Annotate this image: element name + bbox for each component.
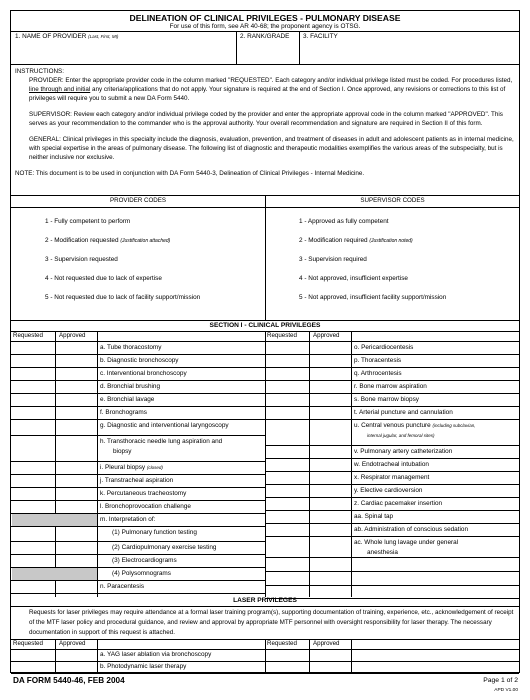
- privilege-text: ab. Administration of conscious sedation: [354, 526, 469, 533]
- supervisor-instructions: SUPERVISOR: Review each category and/or individual privilege coded by the provider and enter the appropriate approval code in the column marked "APPROVED". This serves as your recommendation to the commander who is the approval authority. Your overall recommendation and signature are required in Section II of this form.: [29, 111, 503, 127]
- privilege-text: w. Endotracheal intubation: [354, 461, 429, 468]
- left-privilege-14: [112, 544, 216, 552]
- left-requested-cell-0[interactable]: [13, 342, 53, 353]
- left-privilege-15: [112, 557, 177, 565]
- privilege-text: (1) Pulmonary function testing: [112, 529, 197, 536]
- provider-codes-header: PROVIDER CODES: [109, 197, 167, 204]
- divider: [265, 195, 266, 320]
- left-approved-cell-0[interactable]: [55, 342, 95, 353]
- left-privilege-11: [100, 503, 191, 511]
- requested-column-header: Requested: [13, 332, 43, 339]
- left-requested-cell-6[interactable]: [13, 420, 53, 434]
- right-requested-cell-10[interactable]: [267, 485, 307, 496]
- laser-requested-header: Requested: [13, 640, 43, 647]
- provider-code-text: 3 - Supervision requested: [45, 256, 118, 263]
- privilege-text: u. Central venous puncture: [354, 422, 433, 429]
- supervisor-code-text: 3 - Supervision required: [299, 256, 367, 263]
- left-approved-cell-4[interactable]: [55, 394, 95, 405]
- provider-code-3: [45, 256, 118, 264]
- divider: [11, 320, 519, 321]
- left-approved-cell-9[interactable]: [55, 475, 95, 486]
- left-approved-cell-3[interactable]: [55, 381, 95, 392]
- laser-approved-header: Approved: [313, 640, 340, 647]
- right-requested-cell-3[interactable]: [267, 381, 307, 392]
- left-requested-cell-12[interactable]: [13, 514, 53, 525]
- provider-name-field[interactable]: [15, 33, 118, 41]
- privilege-text: c. Interventional bronchoscopy: [100, 370, 187, 377]
- left-approved-cell-8[interactable]: [55, 462, 95, 473]
- right-requested-cell-13[interactable]: [267, 524, 307, 535]
- requested-column-header: Requested: [267, 332, 297, 339]
- left-requested-cell-5[interactable]: [13, 407, 53, 418]
- approved-column-header: Approved: [59, 332, 86, 339]
- left-requested-cell-7[interactable]: [13, 436, 53, 460]
- form-version: APD V1.00: [494, 688, 518, 693]
- right-privilege-4: [354, 396, 419, 404]
- left-privilege-5: [100, 409, 147, 417]
- supervisor-codes-header: SUPERVISOR CODES: [360, 197, 425, 204]
- approved-column-header: Approved: [313, 332, 340, 339]
- left-requested-cell-17[interactable]: [13, 581, 53, 592]
- left-approved-cell-6[interactable]: [55, 420, 95, 434]
- right-privilege-7: [354, 448, 452, 456]
- right-approved-cell-10[interactable]: [309, 485, 349, 496]
- right-requested-cell-0[interactable]: [267, 342, 307, 353]
- right-requested-cell-2[interactable]: [267, 368, 307, 379]
- provider-name-hint: (Last, First, MI): [88, 34, 119, 39]
- provider-code-1: [45, 218, 130, 226]
- provider-name-label: 1. NAME OF PROVIDER: [15, 33, 87, 40]
- privilege-text: (3) Electrocardiograms: [112, 557, 177, 564]
- laser-requested-cell-1[interactable]: [13, 662, 53, 672]
- left-approved-cell-13[interactable]: [55, 527, 95, 540]
- provider-code-4: [45, 275, 162, 283]
- form-title: DELINEATION OF CLINICAL PRIVILEGES - PULMONARY DISEASE: [129, 13, 401, 23]
- left-requested-cell-4[interactable]: [13, 394, 53, 405]
- right-approved-cell-7[interactable]: [309, 446, 349, 457]
- right-requested-cell-15[interactable]: [267, 558, 307, 570]
- rank-field[interactable]: 2. RANK/GRADE: [240, 33, 290, 40]
- page-number: Page 1 of 2: [483, 677, 518, 684]
- right-requested-cell-6[interactable]: [267, 420, 307, 444]
- left-privilege-4: [100, 396, 154, 404]
- left-requested-cell-16[interactable]: [13, 568, 53, 579]
- left-approved-cell-12[interactable]: [55, 514, 95, 525]
- instructions-heading: INSTRUCTIONS:: [15, 68, 64, 75]
- privilege-text: ac. Whole lung lavage under general: [354, 539, 459, 546]
- right-requested-cell-4[interactable]: [267, 394, 307, 405]
- left-approved-cell-16[interactable]: [55, 568, 95, 579]
- right-approved-cell-14[interactable]: [309, 537, 349, 556]
- right-privilege-10: [354, 487, 422, 495]
- privilege-text: aa. Spinal tap: [354, 513, 394, 520]
- privilege-text: n. Paracentesis: [100, 583, 145, 590]
- privilege-text: s. Bone marrow biopsy: [354, 396, 419, 403]
- divider: [236, 31, 237, 64]
- right-approved-cell-5[interactable]: [309, 407, 349, 418]
- laser-title: LASER PRIVILEGES: [233, 597, 297, 604]
- left-requested-cell-2[interactable]: [13, 368, 53, 379]
- privilege-text: z. Cardiac pacemaker insertion: [354, 500, 443, 507]
- right-privilege-13: [354, 526, 468, 534]
- divider: [11, 606, 519, 607]
- laser-approved-cell-0[interactable]: [57, 650, 95, 660]
- right-privilege-2: [354, 370, 402, 378]
- note-text: NOTE: This document is to be used in conjunction with DA Form 5440-3, Delineation of Clinical Privileges - Internal Medicine.: [15, 170, 365, 177]
- left-privilege-8: [100, 464, 163, 472]
- privilege-text: p. Thoracentesis: [354, 357, 402, 364]
- left-approved-cell-15[interactable]: [55, 555, 95, 566]
- divider: [265, 639, 266, 672]
- right-privilege-3: [354, 383, 427, 391]
- left-approved-cell-10[interactable]: [55, 488, 95, 499]
- provider-instructions-text: PROVIDER: Enter the appropriate provider code in the column marked "REQUESTED". Each category and/or individual privilege listed must be coded. For procedures listed,: [29, 77, 513, 84]
- row-divider: [11, 593, 265, 594]
- instructions: [15, 67, 515, 178]
- left-requested-cell-3[interactable]: [13, 381, 53, 392]
- divider: [11, 31, 519, 32]
- right-approved-cell-0[interactable]: [309, 342, 349, 353]
- left-requested-cell-10[interactable]: [13, 488, 53, 499]
- left-privilege-9: [100, 477, 173, 485]
- right-requested-cell-5[interactable]: [267, 407, 307, 418]
- supervisor-code-text: 2 - Modification required: [299, 237, 370, 244]
- right-privilege-14-cont: anesthesia: [367, 549, 398, 556]
- left-requested-cell-9[interactable]: [13, 475, 53, 486]
- divider: [11, 64, 519, 65]
- right-approved-cell-13[interactable]: [309, 524, 349, 535]
- right-privilege-0: [354, 344, 413, 352]
- divider: [97, 639, 98, 672]
- privilege-text: k. Percutaneous tracheostomy: [100, 490, 187, 497]
- right-privilege-14: [354, 539, 458, 547]
- right-requested-cell-12[interactable]: [267, 511, 307, 522]
- supervisor-code-1: [299, 218, 389, 226]
- provider-code-2: [45, 237, 170, 245]
- right-approved-cell-12[interactable]: [309, 511, 349, 522]
- form-subtitle: For use of this form, see AR 40-68; the proponent agency is OTSG.: [169, 23, 361, 30]
- privilege-text: m. Interpretation of:: [100, 516, 156, 523]
- laser-paragraph: [15, 608, 515, 638]
- left-approved-cell-11[interactable]: [55, 501, 95, 512]
- left-approved-cell-7[interactable]: [55, 436, 95, 460]
- divider: [55, 639, 56, 672]
- left-requested-cell-1[interactable]: [13, 355, 53, 366]
- left-privilege-0: [100, 344, 161, 352]
- form-page: [10, 10, 520, 673]
- provider-code-text: 5 - Not requested due to lack of facility support/mission: [45, 294, 201, 301]
- left-privilege-16: [112, 570, 171, 578]
- right-privilege-8: [354, 461, 429, 469]
- divider: [97, 331, 98, 597]
- left-approved-cell-17[interactable]: [55, 581, 95, 592]
- provider-code-text: 1 - Fully competent to perform: [45, 218, 131, 225]
- supervisor-code-3: [299, 256, 367, 264]
- left-approved-cell-5[interactable]: [55, 407, 95, 418]
- right-privilege-6: [354, 422, 476, 430]
- provider-instructions-text-end: any criteria/applications that do not apply. Your signature is required at the end of Section I. Once approved, any revisions or corrections to this list of privileges will require you to submit a new DA Form 5440.: [29, 86, 506, 102]
- form-header: [11, 11, 519, 31]
- supervisor-code-4: [299, 275, 408, 283]
- form-number: DA FORM 5440-46, FEB 2004: [13, 676, 125, 685]
- right-approved-cell-11[interactable]: [309, 498, 349, 509]
- supervisor-code-text: 5 - Not approved, insufficient facility support/mission: [299, 294, 447, 301]
- right-approved-cell-2[interactable]: [309, 368, 349, 379]
- right-approved-cell-15[interactable]: [309, 558, 349, 570]
- left-approved-cell-1[interactable]: [55, 355, 95, 366]
- left-privilege-13: [112, 529, 197, 537]
- privilege-note: (closed): [146, 465, 163, 470]
- general-instructions: GENERAL: Clinical privileges in this specialty include the diagnosis, evaluation, prevention, and treatment of diseases in adult and adolescent patients as in internal medicine, with special expertise in the areas of pulmonary disease. The following list of diagnostic and therapeutic modalities exemplifies the various areas of the subspecialty, but is neither inclusive nor exclusive.: [29, 136, 514, 161]
- supervisor-code-5: [299, 294, 446, 302]
- right-requested-cell-1[interactable]: [267, 355, 307, 366]
- provider-code-note: (Justification attached): [120, 238, 171, 244]
- left-privilege-2: [100, 370, 187, 378]
- privilege-text: y. Elective cardioversion: [354, 487, 423, 494]
- privilege-text: r. Bone marrow aspiration: [354, 383, 427, 390]
- privilege-text: b. Diagnostic bronchoscopy: [100, 357, 179, 364]
- right-privilege-1: [354, 357, 401, 365]
- left-privilege-10: [100, 490, 186, 498]
- privilege-text: t. Arterial puncture and cannulation: [354, 409, 453, 416]
- laser-privilege-0: a. YAG laser ablation via bronchoscopy: [100, 651, 212, 658]
- divider: [351, 639, 352, 672]
- privilege-text: (4) Polysomnograms: [112, 570, 171, 577]
- right-requested-cell-16[interactable]: [267, 572, 307, 584]
- privilege-text: h. Transthoracic needle lung aspiration and: [100, 438, 223, 445]
- laser-requested-header: Requested: [267, 640, 297, 647]
- right-requested-cell-14[interactable]: [267, 537, 307, 556]
- provider-code-text: 2 - Modification requested: [45, 237, 121, 244]
- section-1-title: SECTION I - CLINICAL PRIVILEGES: [209, 322, 321, 329]
- right-approved-cell-9[interactable]: [309, 472, 349, 483]
- row-divider: [11, 673, 519, 674]
- left-approved-cell-14[interactable]: [55, 542, 95, 553]
- right-privilege-5: [354, 409, 453, 417]
- left-privilege-7: [100, 438, 222, 446]
- supervisor-code-2: [299, 237, 413, 245]
- right-approved-cell-8[interactable]: [309, 459, 349, 470]
- privilege-text: x. Respirator management: [354, 474, 430, 481]
- left-privilege-1: [100, 357, 179, 365]
- privilege-text: q. Arthrocentesis: [354, 370, 402, 377]
- left-privilege-17: [100, 583, 144, 591]
- privilege-text: o. Pericardiocentesis: [354, 344, 414, 351]
- left-privilege-12: [100, 516, 155, 524]
- right-requested-cell-7[interactable]: [267, 446, 307, 457]
- left-privilege-7-cont: biopsy: [113, 448, 132, 455]
- facility-field[interactable]: 3. FACILITY: [303, 33, 338, 40]
- right-requested-cell-9[interactable]: [267, 472, 307, 483]
- right-approved-cell-6[interactable]: [309, 420, 349, 444]
- left-requested-cell-15[interactable]: [13, 555, 53, 566]
- laser-privilege-1: b. Photodynamic laser therapy: [100, 663, 187, 670]
- right-privilege-11: [354, 500, 442, 508]
- privilege-text: g. Diagnostic and interventional laryngoscopy: [100, 422, 229, 429]
- left-requested-cell-13[interactable]: [13, 527, 53, 540]
- privilege-text: d. Bronchial brushing: [100, 383, 161, 390]
- supervisor-code-text: 1 - Approved as fully competent: [299, 218, 389, 225]
- left-approved-cell-2[interactable]: [55, 368, 95, 379]
- right-approved-cell-17[interactable]: [309, 586, 349, 597]
- right-approved-cell-1[interactable]: [309, 355, 349, 366]
- privilege-text: (2) Cardiopulmonary exercise testing: [112, 544, 217, 551]
- provider-code-text: 4 - Not requested due to lack of expertise: [45, 275, 162, 282]
- privilege-note: (including subclavian,: [432, 423, 476, 428]
- laser-approved-cell-1[interactable]: [57, 662, 95, 672]
- supervisor-code-note: (Justification noted): [369, 238, 413, 244]
- privilege-text: f. Bronchograms: [100, 409, 147, 416]
- privilege-text: a. Tube thoracostomy: [100, 344, 162, 351]
- supervisor-code-text: 4 - Not approved, insufficient expertise: [299, 275, 408, 282]
- left-requested-cell-8[interactable]: [13, 462, 53, 473]
- left-requested-cell-14[interactable]: [13, 542, 53, 553]
- laser-requested-cell-0[interactable]: [13, 650, 53, 660]
- privilege-text: e. Bronchial lavage: [100, 396, 155, 403]
- right-approved-cell-4[interactable]: [309, 394, 349, 405]
- privilege-text: v. Pulmonary artery catheterization: [354, 448, 453, 455]
- provider-instructions: [15, 76, 515, 103]
- right-requested-cell-17[interactable]: [267, 586, 307, 597]
- privilege-text: l. Bronchoprovocation challenge: [100, 503, 191, 510]
- right-requested-cell-8[interactable]: [267, 459, 307, 470]
- left-privilege-6: [100, 422, 229, 430]
- privilege-text: j. Transtracheal aspiration: [100, 477, 174, 484]
- left-privilege-3: [100, 383, 160, 391]
- right-approved-cell-3[interactable]: [309, 381, 349, 392]
- divider: [299, 31, 300, 64]
- laser-paragraph-text: Requests for laser privileges may require attendance at a formal laser training program(s), supporting documentation of training, experience, etc., acknowledgement of receipt of the MTF laser policy and procedural guidance, and review and approval by appropriate MTF personnel with oversight responsibility for laser therapy. The necessary documentation in support of this request is attached.: [29, 609, 514, 636]
- right-requested-cell-11[interactable]: [267, 498, 307, 509]
- right-privilege-12: [354, 513, 393, 521]
- laser-approved-header: Approved: [59, 640, 86, 647]
- divider: [309, 639, 310, 672]
- left-requested-cell-11[interactable]: [13, 501, 53, 512]
- privilege-text: i. Pleural biopsy: [100, 464, 147, 471]
- right-privilege-9: [354, 474, 429, 482]
- right-approved-cell-16[interactable]: [309, 572, 349, 584]
- right-privilege-6-cont: internal jugular, and femoral sites): [367, 433, 435, 438]
- provider-instructions-underlined: line through and initial: [29, 86, 91, 93]
- provider-code-5: [45, 294, 200, 302]
